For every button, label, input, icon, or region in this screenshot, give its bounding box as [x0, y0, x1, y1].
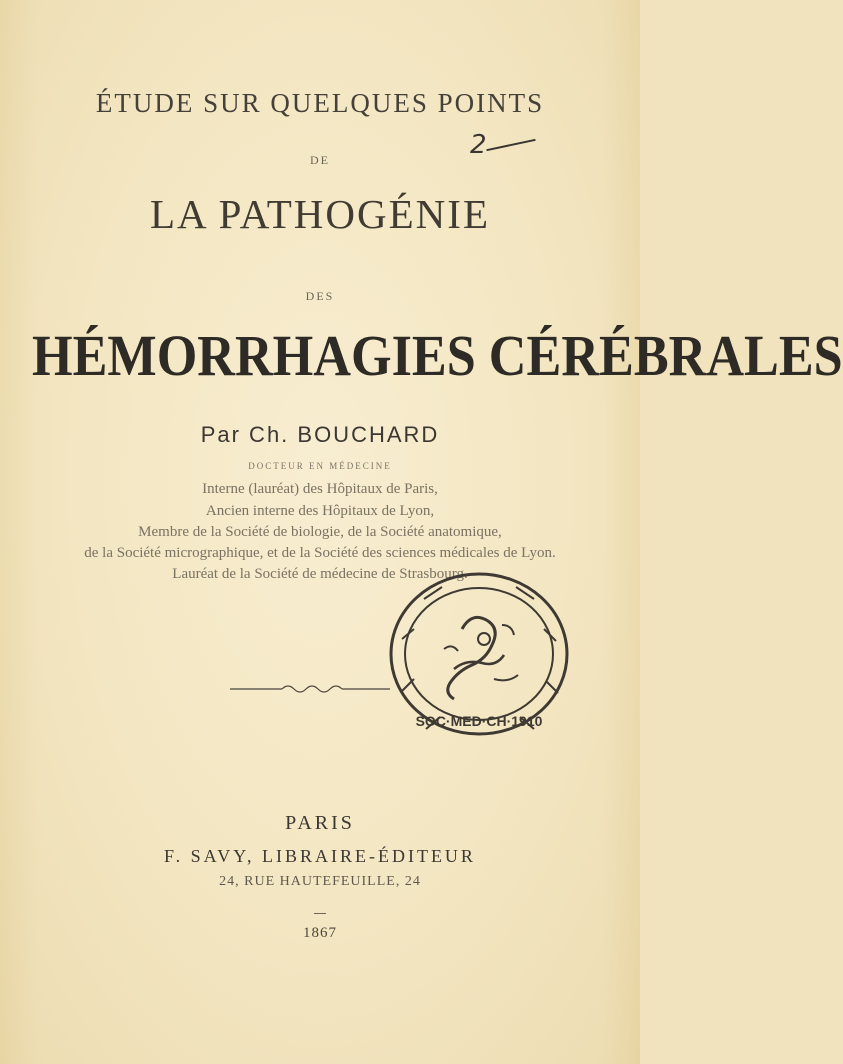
imprint-year: 1867	[303, 925, 337, 941]
imprint-dash	[314, 913, 326, 914]
title-line-3: HÉMORRHAGIES CÉRÉBRALES	[32, 323, 843, 388]
stamp-text: SOC·MED·CH·1910	[415, 713, 543, 729]
library-stamp-seal	[384, 569, 574, 739]
ornamental-rule	[230, 679, 390, 699]
title-connector-de: DE	[310, 153, 330, 167]
credential-line: Ancien interne des Hôpitaux de Lyon,	[205, 503, 435, 519]
author-degree: DOCTEUR EN MÉDECINE	[248, 461, 392, 471]
title-line-2: LA PATHOGÉNIE	[150, 191, 490, 237]
imprint-address: 24, RUE HAUTEFEUILLE, 24	[219, 874, 421, 889]
imprint-publisher: F. SAVY, LIBRAIRE-ÉDITEUR	[164, 846, 476, 866]
title-connector-des: DES	[305, 289, 335, 303]
handwritten-mark: 2	[470, 130, 487, 160]
handwritten-underline	[486, 139, 535, 151]
author-byline: Par Ch. BOUCHARD	[200, 422, 440, 447]
credential-line: de la Société micrographique, et de la Société des sciences médicales de Lyon.	[84, 545, 556, 561]
title-line-1: ÉTUDE SUR QUELQUES POINTS	[95, 88, 545, 118]
credential-line: Membre de la Société de biologie, de la Société anatomique,	[138, 524, 502, 540]
credential-line: Lauréat de la Société de médecine de Strasbourg.	[172, 566, 468, 582]
credential-line: Interne (lauréat) des Hôpitaux de Paris,	[202, 481, 438, 497]
imprint-city: PARIS	[285, 812, 355, 834]
